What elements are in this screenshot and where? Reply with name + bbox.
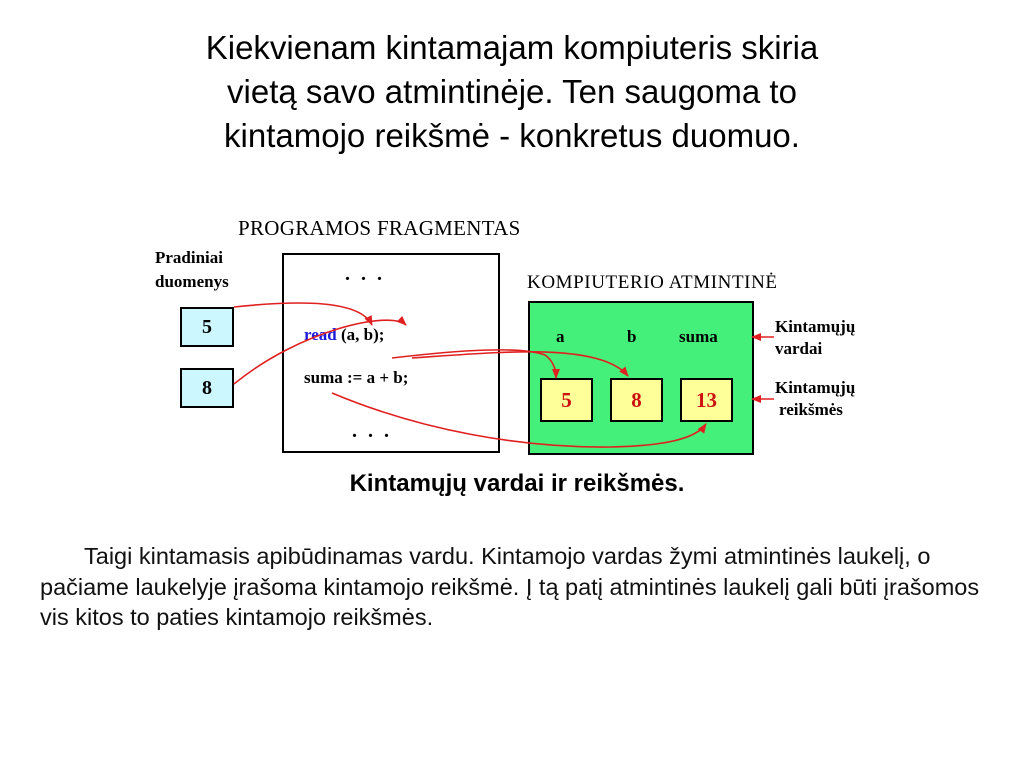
title-line-1: Kiekvienam kintamajam kompiuteris skiria [205,29,819,66]
memory-title: KOMPIUTERIO ATMINTINĖ [527,272,778,293]
names-label-line-2: vardai [775,339,823,358]
diagram-caption: Kintamųjų vardai ir reikšmės. [349,470,685,497]
program-fragment-title: PROGRAMOS FRAGMENTAS [238,216,521,240]
code-dots-top: . . . [345,263,385,285]
title-line-2: vietą savo atmintinėje. Ten saugoma to [227,73,797,110]
code-assign-line: suma := a + b; [304,368,409,387]
input-label-line-1: Pradiniai [155,248,224,267]
explanation-paragraph: Taigi kintamasis apibūdinamas vardu. Kintamojo vardas žymi atmintinės laukelį, o pačiame laukelyje įrašoma kintamojo reikšmė. Į tą patį atmintinės laukelį gali būti įrašomos vis kitos to paties kintamojo reikšmės. [40,543,980,630]
code-dots-bottom: . . . [352,420,392,442]
values-label-line-2: reikšmės [779,400,843,419]
var-name-a: a [556,327,565,346]
value-box-suma: 13 [680,378,733,422]
names-label-line-1: Kintamųjų [775,317,856,336]
value-box-a: 5 [540,378,593,422]
input-label-line-2: duomenys [155,272,229,291]
arrow-assign-to-suma [332,393,706,447]
title-line-3: kintamojo reikšmė - konkretus duomuo. [224,117,800,154]
read-keyword: read [304,325,337,344]
values-label-line-1: Kintamųjų [775,378,856,397]
input-box-b: 8 [180,368,234,408]
arrow-input-b-to-read [234,320,406,384]
arrow-input-a-to-read [234,303,372,325]
arrow-read-to-b [412,352,628,376]
value-box-b: 8 [610,378,663,422]
read-args: (a, b); [336,325,385,344]
var-name-suma: suma [679,327,718,346]
input-box-a: 5 [180,307,234,347]
var-name-b: b [627,327,637,346]
